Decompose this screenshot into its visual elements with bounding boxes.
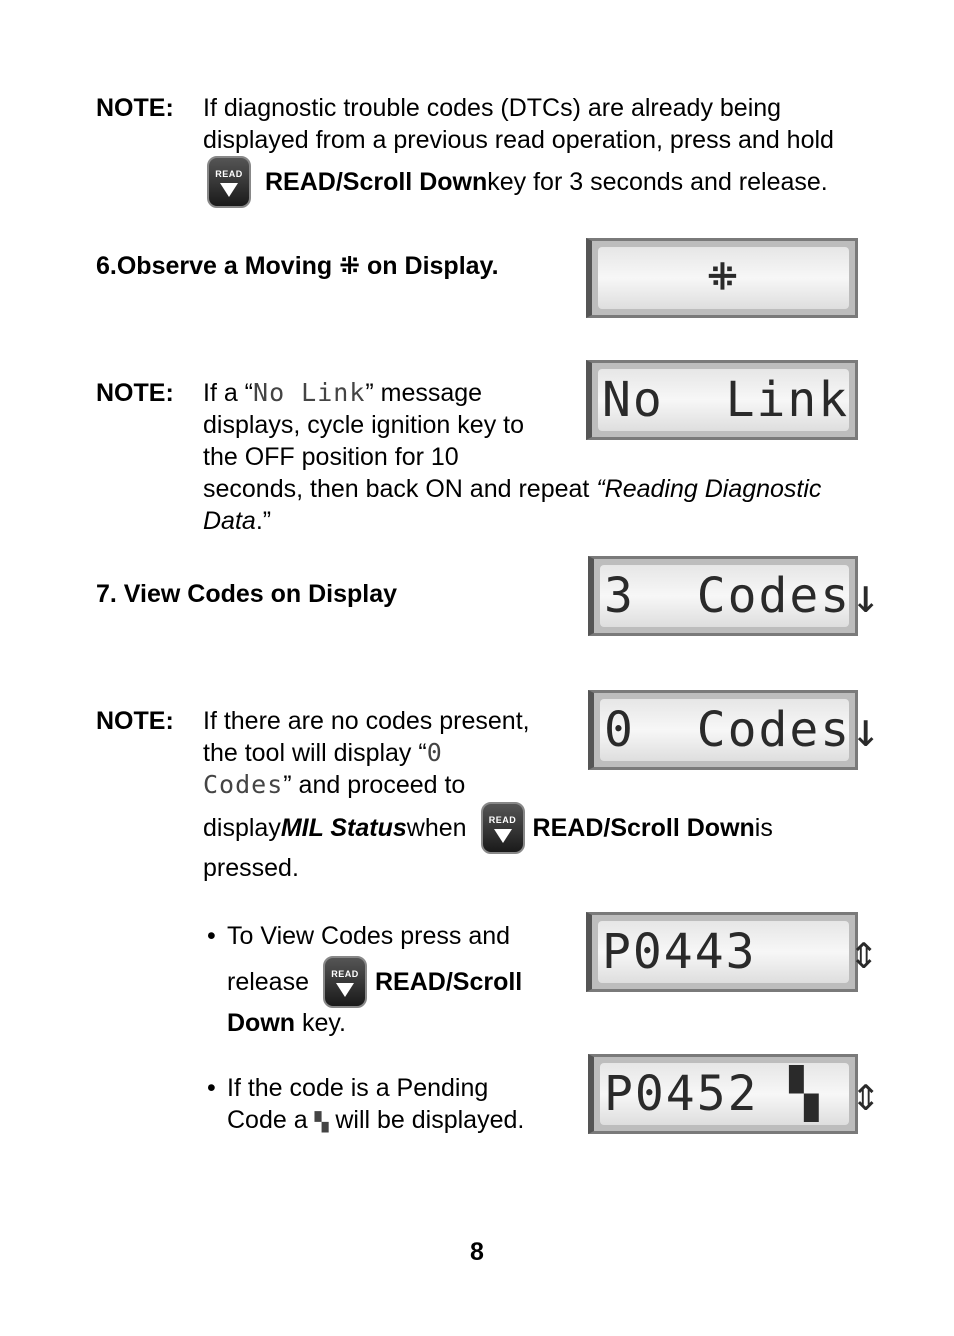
lcd-display-p0452 xyxy=(588,1054,883,1134)
note-3-line-4: display MIL Status when READ READ/Scroll Down is xyxy=(203,802,773,854)
note-2-line-1: If a “No Link” message xyxy=(203,378,483,407)
lcd-spinner-icon: ⁜ xyxy=(707,257,740,298)
lcd-no-link-text: No Link xyxy=(602,372,850,428)
note-3-line-5: pressed. xyxy=(203,854,299,882)
note-3-line-1: If there are no codes present, xyxy=(203,707,530,735)
bullet-2-line-2: Code a ▚ will be displayed. xyxy=(227,1106,525,1134)
step-6-heading: 6.Observe a Moving ⁜ on Display. xyxy=(96,251,499,280)
step-7-heading: 7. View Codes on Display xyxy=(96,580,398,608)
note-2-line-5: Data.” xyxy=(203,507,272,535)
note-2-line-3: the OFF position for 10 xyxy=(203,443,459,471)
note-2-line-4: seconds, then back ON and repeat “Reading Diagnostic xyxy=(203,475,822,503)
note-1-key-line xyxy=(207,156,828,208)
lcd-display-p0443 xyxy=(586,912,881,992)
bullet-1-marker: • xyxy=(207,922,216,950)
lcd-display-no-link xyxy=(586,360,858,440)
read-key-icon: READ xyxy=(323,956,367,1008)
lcd-p0443-text: P0443 ⇕ xyxy=(602,924,881,980)
bullet-1-line-2: release READ READ/Scroll xyxy=(227,956,522,1008)
no-link-inline-text: No Link xyxy=(253,378,366,407)
note-1-line-2: displayed from a previous read operation, press and hold xyxy=(203,126,834,154)
lcd-0-codes-text: 0 Codes↓ xyxy=(604,702,883,758)
note-2-line-2: displays, cycle ignition key to xyxy=(203,411,524,439)
note-2-label: NOTE: xyxy=(96,379,174,407)
page-number: 8 xyxy=(470,1238,484,1266)
bullet-1-line-3: Down key. xyxy=(227,1009,346,1037)
bullet-1-line-1: To View Codes press and xyxy=(227,922,511,950)
note-3-line-2: the tool will display “0 xyxy=(203,738,443,767)
lcd-3-codes-text: 3 Codes↓ xyxy=(604,568,883,624)
bullet-2-marker: • xyxy=(207,1074,216,1102)
lcd-p0452-text: P0452 ▚ ⇕ xyxy=(604,1066,883,1122)
pending-code-icon: ▚ xyxy=(314,1112,329,1132)
lcd-display-3-codes xyxy=(588,556,883,636)
bullet-2-body xyxy=(227,1072,524,1138)
note-1-line-1: If diagnostic trouble codes (DTCs) are already being xyxy=(203,94,782,122)
spinner-icon: ⁜ xyxy=(339,251,361,280)
lcd-display-spinner xyxy=(586,238,858,318)
note-3-line-3: Codes” and proceed to xyxy=(203,770,466,799)
bullet-2-line-1: If the code is a Pending xyxy=(227,1074,489,1102)
lcd-display-0-codes xyxy=(588,690,883,770)
note-3-body xyxy=(203,705,583,801)
read-key-icon: READ xyxy=(481,802,525,854)
note-1-label: NOTE: xyxy=(96,94,174,122)
read-key-icon: READ xyxy=(207,156,251,208)
note-3-label: NOTE: xyxy=(96,707,174,735)
note-1-body xyxy=(203,92,903,156)
note-1-line-3: key for 3 seconds and release. xyxy=(487,168,828,196)
read-scroll-down-key-name: READ/Scroll Down xyxy=(265,168,488,196)
